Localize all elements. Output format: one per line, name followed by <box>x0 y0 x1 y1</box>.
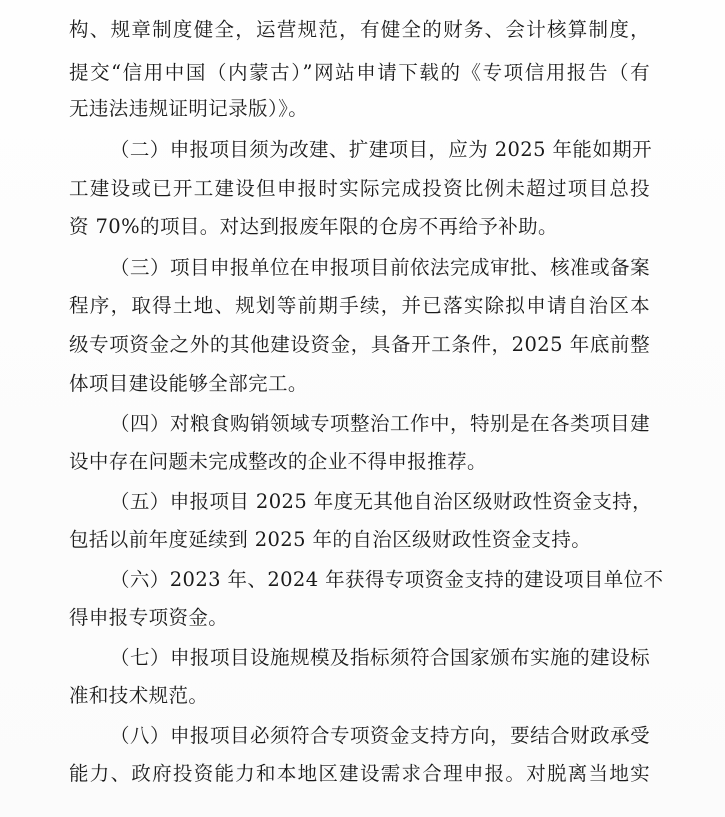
paragraph-1-line-3: 无违法违规证明记录版）》。 <box>69 97 309 120</box>
paragraph-6-line-1: （六）2023 年、2024 年获得专项资金支持的建设项目单位不 <box>110 568 664 591</box>
paragraph-6-line-2: 得申报专项资金。 <box>69 606 229 629</box>
paragraph-2-line-1: （二）申报项目须为改建、扩建项目，应为 2025 年能如期开 <box>110 138 653 161</box>
paragraph-5-line-2: 包括以前年度延续到 2025 年的自治区级财政性资金支持。 <box>69 528 592 551</box>
paragraph-4-line-1: （四）对粮食购销领域专项整治工作中，特别是在各类项目建 <box>110 412 650 435</box>
paragraph-3-line-2: 程序，取得土地、规划等前期手续，并已落实除拟申请自治区本 <box>69 294 650 317</box>
paragraph-4-line-2: 设中存在问题未完成整改的企业不得申报推荐。 <box>69 450 487 473</box>
paragraph-8-line-2: 能力、政府投资能力和本地区建设需求合理申报。对脱离当地实 <box>69 762 650 785</box>
paragraph-1-line-2: 提交“信用中国（内蒙古）”网站申请下载的《专项信用报告（有 <box>69 61 650 84</box>
paragraph-3-line-4: 体项目建设能够全部完工。 <box>69 372 308 395</box>
paragraph-7-line-1: （七）申报项目设施规模及指标须符合国家颁布实施的建设标 <box>110 646 650 669</box>
paragraph-3-line-1: （三）项目申报单位在申报项目前依法完成审批、核准或备案 <box>110 256 650 279</box>
paragraph-8-line-1: （八）申报项目必须符合专项资金支持方向，要结合财政承受 <box>110 724 650 747</box>
paragraph-2-line-2: 工建设或已开工建设但申报时实际完成投资比例未超过项目总投 <box>69 177 650 200</box>
paragraph-1-line-1: 构、规章制度健全，运营规范，有健全的财务、会计核算制度， <box>69 18 650 41</box>
paragraph-5-line-1: （五）申报项目 2025 年度无其他自治区级财政性资金支持， <box>110 490 653 513</box>
paragraph-3-line-3: 级专项资金之外的其他建设资金，具备开工条件，2025 年底前整 <box>69 333 650 356</box>
paragraph-2-line-3: 资 70%的项目。对达到报废年限的仓房不再给予补助。 <box>69 215 558 238</box>
paragraph-7-line-2: 准和技术规范。 <box>69 684 209 707</box>
